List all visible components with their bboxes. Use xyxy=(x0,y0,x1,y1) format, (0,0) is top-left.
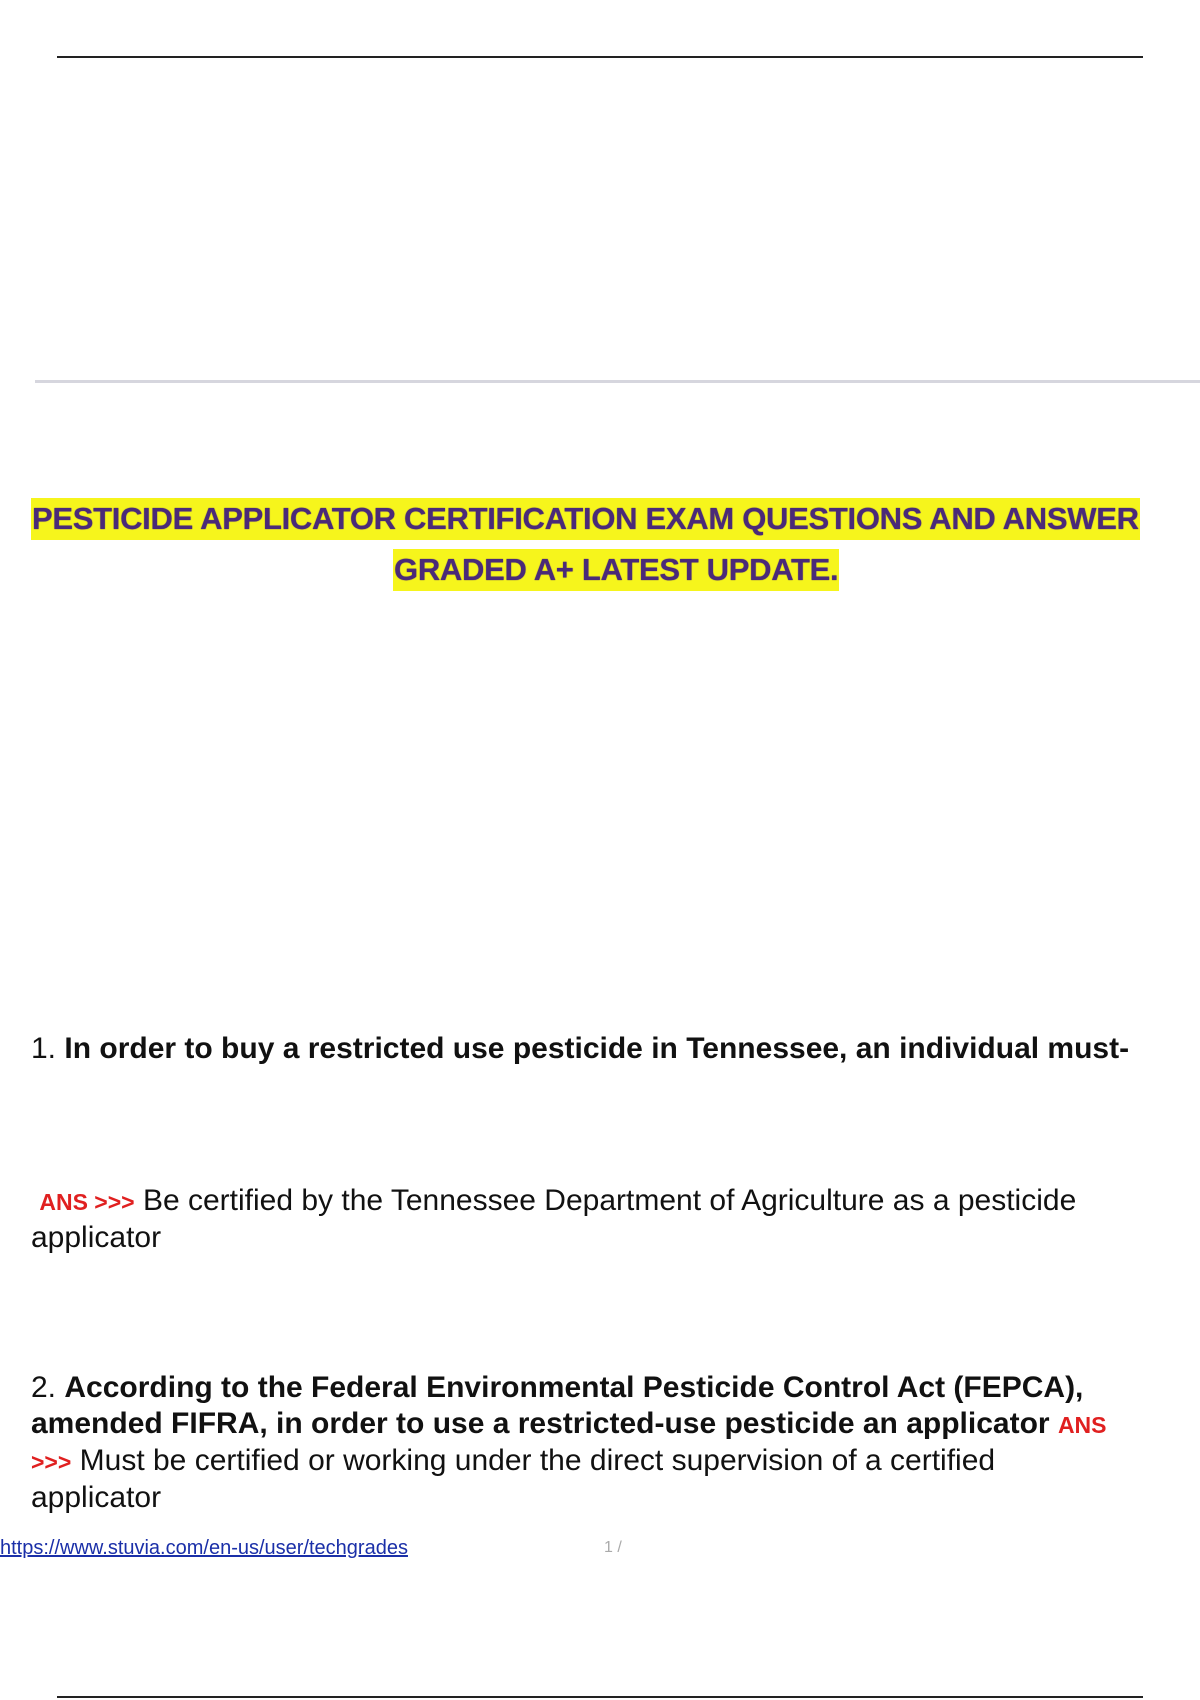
ans-marker: ANS xyxy=(1057,1412,1107,1438)
ans-marker-arrows: >>> xyxy=(31,1449,72,1475)
question-text-line-1: According to the Federal Environmental Pesticide Control Act (FEPCA), xyxy=(64,1371,1084,1404)
question-number: 2. xyxy=(31,1371,57,1404)
question-text: In order to buy a restricted use pesticide in Tennessee, an individual must- xyxy=(64,1032,1130,1065)
footer-source-link[interactable]: https://www.stuvia.com/en-us/user/techgrades xyxy=(0,1537,408,1559)
header-divider xyxy=(35,380,1200,383)
document-title-line-1: PESTICIDE APPLICATOR CERTIFICATION EXAM QUESTIONS AND ANSWER xyxy=(31,498,1140,540)
answer-text-line-2: applicator xyxy=(31,1221,162,1254)
answer-1 xyxy=(31,1183,1076,1256)
document-title-line-2: GRADED A+ LATEST UPDATE. xyxy=(393,549,839,591)
ans-marker: ANS >>> xyxy=(39,1189,135,1215)
answer-text-line-1: Be certified by the Tennessee Department of Agriculture as a pesticide xyxy=(142,1184,1077,1217)
top-rule xyxy=(57,56,1143,58)
page-number: 1 / xyxy=(604,1539,622,1556)
answer-text-line-1: Must be certified or working under the direct supervision of a certified xyxy=(79,1444,996,1477)
question-text-line-2: amended FIFRA, in order to use a restricted-use pesticide an applicator xyxy=(31,1407,1050,1440)
question-number: 1. xyxy=(31,1032,57,1065)
bottom-rule xyxy=(57,1696,1143,1698)
question-2 xyxy=(31,1370,1107,1516)
question-1 xyxy=(31,1031,1129,1067)
answer-text-line-2: applicator xyxy=(31,1481,162,1514)
